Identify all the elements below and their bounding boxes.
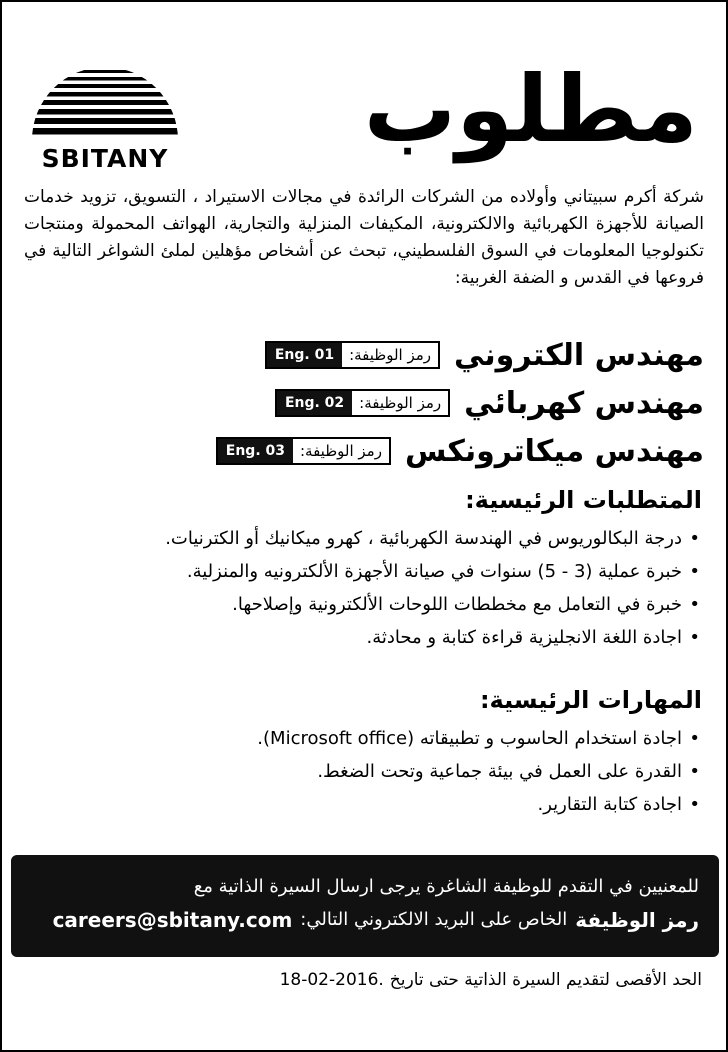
deadline-date: 18-02-2016. — [279, 970, 384, 990]
apply-code-word: رمز الوظيفة — [575, 908, 699, 932]
company-logo — [20, 62, 190, 173]
apply-line-2 — [31, 903, 699, 937]
deadline — [280, 970, 702, 990]
list-item: • القدرة على العمل في بيئة جماعية وتحت الضغط. — [54, 755, 704, 788]
application-instructions — [11, 855, 719, 957]
job-title: مهندس الكتروني — [454, 337, 704, 373]
job-title: مهندس ميكاترونكس — [404, 433, 704, 469]
job-code-label: رمز الوظيفة: — [342, 343, 438, 367]
apply-text-rest: الخاص على البريد الالكتروني التالي: — [300, 909, 568, 930]
careers-email-link[interactable]: careers@sbitany.com — [52, 908, 293, 932]
requirements-title: المتطلبات الرئيسية: — [465, 486, 702, 514]
job-code-label: رمز الوظيفة: — [293, 439, 389, 463]
apply-text: للمعنيين في التقدم للوظيفة الشاغرة يرجى ارسال السيرة الذاتية مع — [193, 876, 699, 897]
list-item: • درجة البكالوريوس في الهندسة الكهربائية ، كهرو ميكانيك أو الكترنيات. — [54, 522, 704, 555]
intro-paragraph: شركة أكرم سبيتاني وأولاده من الشركات الرائدة في مجالات الاستيراد ، التسويق، تزويد خدمات الصيانة للأجهزة الكهربائية والالكترونية، المكيفات المنزلية والتجارية، الهواتف المحمولة ومنتجات تكنولوجيا المعلومات في السوق الفلسطيني، تبحث عن أشخاص مؤهلين لملئ الشواغر التالية في فروعها في القدس و الضفة الغربية: — [24, 187, 704, 288]
list-item: • اجادة اللغة الانجليزية قراءة كتابة و محادثة. — [54, 621, 704, 654]
list-item: • خبرة عملية (3 - 5) سنوات في صيانة الأجهزة الألكترونيه والمنزلية. — [54, 555, 704, 588]
skills-title: المهارات الرئيسية: — [479, 686, 702, 714]
logo-text: SBITANY — [41, 144, 169, 173]
job-row-1 — [265, 336, 704, 374]
job-code-box — [275, 389, 450, 417]
job-row-2 — [275, 384, 704, 422]
requirements-list — [54, 522, 704, 654]
list-item: • خبرة في التعامل مع مخططات اللوحات الألكترونية وإصلاحها. — [54, 588, 704, 621]
job-code-value: Eng. 01 — [267, 343, 342, 367]
job-code-box — [216, 437, 391, 465]
headline-wanted: مطلوب — [363, 56, 698, 163]
job-code-value: Eng. 02 — [277, 391, 352, 415]
job-code-value: Eng. 03 — [218, 439, 293, 463]
job-title: مهندس كهربائي — [464, 385, 704, 421]
deadline-text: الحد الأقصى لتقديم السيرة الذاتية حتى تاريخ — [389, 970, 702, 990]
list-item: • اجادة استخدام الحاسوب و تطبيقاته (Microsoft office). — [54, 722, 704, 755]
job-code-box — [265, 341, 440, 369]
skills-list — [54, 722, 704, 821]
job-code-label: رمز الوظيفة: — [352, 391, 448, 415]
sbitany-globe-logo — [20, 62, 190, 142]
list-item: • اجادة كتابة التقارير. — [54, 788, 704, 821]
job-row-3 — [216, 432, 704, 470]
